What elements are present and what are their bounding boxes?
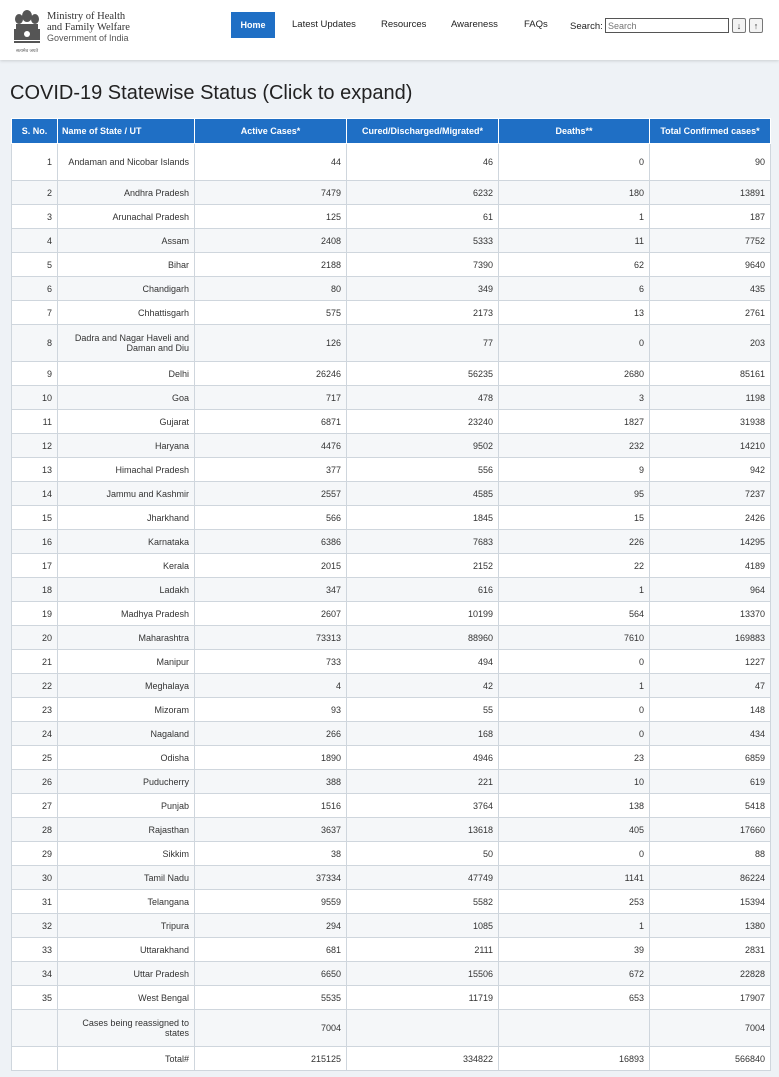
- table-row[interactable]: [12, 722, 771, 746]
- cell-total: 9640: [650, 253, 771, 277]
- table-row[interactable]: [12, 506, 771, 530]
- cell-state-name: Sikkim: [58, 842, 195, 866]
- cell-deaths: 0: [499, 144, 650, 181]
- cell-cured: 50: [347, 842, 499, 866]
- cell-sno: 4: [12, 229, 58, 253]
- cell-total: 86224: [650, 866, 771, 890]
- cell-state-name: West Bengal: [58, 986, 195, 1010]
- cell-state-name: Andhra Pradesh: [58, 181, 195, 205]
- cell-cured: 349: [347, 277, 499, 301]
- cell-cured: 5333: [347, 229, 499, 253]
- sort-down-button[interactable]: ↓: [732, 18, 746, 33]
- cell-cured: [347, 1010, 499, 1047]
- cell-cured: 42: [347, 674, 499, 698]
- table-row[interactable]: [12, 578, 771, 602]
- cell-total: 14295: [650, 530, 771, 554]
- cell-active: 93: [195, 698, 347, 722]
- cell-deaths: 0: [499, 650, 650, 674]
- cell-sno: 24: [12, 722, 58, 746]
- cell-total: 435: [650, 277, 771, 301]
- cell-active: 575: [195, 301, 347, 325]
- table-row[interactable]: [12, 938, 771, 962]
- cell-deaths: 1: [499, 674, 650, 698]
- cell-cured: 478: [347, 386, 499, 410]
- cell-deaths: 3: [499, 386, 650, 410]
- cell-sno: 26: [12, 770, 58, 794]
- cell-state-name: Telangana: [58, 890, 195, 914]
- cell-state-name: Uttarakhand: [58, 938, 195, 962]
- site-header: [0, 0, 779, 60]
- header-cured[interactable]: Cured/Discharged/Migrated*: [347, 119, 499, 144]
- cell-total: 7752: [650, 229, 771, 253]
- cell-deaths: 0: [499, 698, 650, 722]
- cell-total: 148: [650, 698, 771, 722]
- cell-sno: 12: [12, 434, 58, 458]
- cell-active: 388: [195, 770, 347, 794]
- table-row[interactable]: [12, 410, 771, 434]
- cell-state-name: Gujarat: [58, 410, 195, 434]
- cell-total: 17660: [650, 818, 771, 842]
- cell-cured: 13618: [347, 818, 499, 842]
- cell-active: 2607: [195, 602, 347, 626]
- cell-sno: 14: [12, 482, 58, 506]
- cell-sno: 11: [12, 410, 58, 434]
- cell-total: 7237: [650, 482, 771, 506]
- cell-cured: 1085: [347, 914, 499, 938]
- cell-deaths: 180: [499, 181, 650, 205]
- cell-total: 15394: [650, 890, 771, 914]
- cell-total: 31938: [650, 410, 771, 434]
- cell-deaths: 1: [499, 205, 650, 229]
- cell-state-name: Jammu and Kashmir: [58, 482, 195, 506]
- cell-deaths: 39: [499, 938, 650, 962]
- cell-active: 7479: [195, 181, 347, 205]
- cell-active: 44: [195, 144, 347, 181]
- table-header-row: [12, 119, 771, 144]
- cell-state-name: Assam: [58, 229, 195, 253]
- nav-resources[interactable]: Resources: [381, 19, 427, 30]
- nav-faqs[interactable]: FAQs: [524, 19, 548, 30]
- cell-cured: 334822: [347, 1047, 499, 1071]
- nav-latest-updates[interactable]: Latest Updates: [292, 19, 356, 30]
- table-body: [12, 144, 771, 1071]
- table-row[interactable]: [12, 434, 771, 458]
- cell-deaths: 0: [499, 325, 650, 362]
- table-row[interactable]: [12, 530, 771, 554]
- cell-state-name: Punjab: [58, 794, 195, 818]
- emblem-caption: सत्यमेव जयते: [15, 49, 39, 54]
- cell-sno: 22: [12, 674, 58, 698]
- cell-sno: 10: [12, 386, 58, 410]
- cell-deaths: 653: [499, 986, 650, 1010]
- cell-active: 294: [195, 914, 347, 938]
- table-row[interactable]: [12, 602, 771, 626]
- cell-state-name: Tamil Nadu: [58, 866, 195, 890]
- header-sno[interactable]: S. No.: [12, 119, 58, 144]
- cell-active: 266: [195, 722, 347, 746]
- table-row[interactable]: [12, 650, 771, 674]
- table-row[interactable]: [12, 914, 771, 938]
- cell-cured: 3764: [347, 794, 499, 818]
- table-row[interactable]: [12, 362, 771, 386]
- cell-state-name: Kerala: [58, 554, 195, 578]
- cell-deaths: 62: [499, 253, 650, 277]
- cell-deaths: 564: [499, 602, 650, 626]
- cell-state-name: Himachal Pradesh: [58, 458, 195, 482]
- cell-deaths: [499, 1010, 650, 1047]
- cell-active: 37334: [195, 866, 347, 890]
- cell-state-name: Tripura: [58, 914, 195, 938]
- cell-total: 619: [650, 770, 771, 794]
- cell-state-name: Ladakh: [58, 578, 195, 602]
- table-row[interactable]: [12, 890, 771, 914]
- cell-cured: 46: [347, 144, 499, 181]
- table-row[interactable]: [12, 1047, 771, 1071]
- cell-active: 2188: [195, 253, 347, 277]
- cell-active: 2557: [195, 482, 347, 506]
- cell-sno: 19: [12, 602, 58, 626]
- cell-active: 73313: [195, 626, 347, 650]
- cell-sno: [12, 1047, 58, 1071]
- cell-sno: 33: [12, 938, 58, 962]
- cell-cured: 2111: [347, 938, 499, 962]
- cell-cured: 556: [347, 458, 499, 482]
- cell-deaths: 11: [499, 229, 650, 253]
- cell-cured: 494: [347, 650, 499, 674]
- table-row[interactable]: [12, 301, 771, 325]
- cell-cured: 15506: [347, 962, 499, 986]
- cell-cured: 221: [347, 770, 499, 794]
- cell-state-name: Haryana: [58, 434, 195, 458]
- table-row[interactable]: [12, 229, 771, 253]
- table-row[interactable]: [12, 674, 771, 698]
- cell-deaths: 10: [499, 770, 650, 794]
- cell-deaths: 672: [499, 962, 650, 986]
- cell-total: 13370: [650, 602, 771, 626]
- cell-cured: 7390: [347, 253, 499, 277]
- cell-state-name: Maharashtra: [58, 626, 195, 650]
- cell-deaths: 15: [499, 506, 650, 530]
- cell-active: 2408: [195, 229, 347, 253]
- cell-cured: 56235: [347, 362, 499, 386]
- cell-sno: 29: [12, 842, 58, 866]
- cell-cured: 23240: [347, 410, 499, 434]
- table-row[interactable]: [12, 386, 771, 410]
- table-row[interactable]: [12, 253, 771, 277]
- cell-active: 38: [195, 842, 347, 866]
- cell-deaths: 1141: [499, 866, 650, 890]
- cell-active: 2015: [195, 554, 347, 578]
- cell-active: 6386: [195, 530, 347, 554]
- cell-deaths: 22: [499, 554, 650, 578]
- nav-home[interactable]: Home: [231, 12, 275, 38]
- cell-total: 942: [650, 458, 771, 482]
- cell-total: 85161: [650, 362, 771, 386]
- sort-up-button[interactable]: ↑: [749, 18, 763, 33]
- cell-sno: 30: [12, 866, 58, 890]
- cell-sno: 25: [12, 746, 58, 770]
- ministry-logo[interactable]: [10, 4, 135, 56]
- cell-deaths: 6: [499, 277, 650, 301]
- cell-state-name: Goa: [58, 386, 195, 410]
- cell-cured: 77: [347, 325, 499, 362]
- cell-state-name: Karnataka: [58, 530, 195, 554]
- cell-sno: 16: [12, 530, 58, 554]
- table-row[interactable]: [12, 205, 771, 229]
- cell-sno: 5: [12, 253, 58, 277]
- cell-total: 22828: [650, 962, 771, 986]
- cell-state-name: Dadra and Nagar Haveli and Daman and Diu: [58, 325, 195, 362]
- cell-deaths: 2680: [499, 362, 650, 386]
- org-line-1: Ministry of Health: [47, 11, 126, 22]
- cell-state-name: Bihar: [58, 253, 195, 277]
- header-state-name[interactable]: Name of State / UT: [58, 119, 195, 144]
- cell-cured: 88960: [347, 626, 499, 650]
- cell-cured: 47749: [347, 866, 499, 890]
- cell-cured: 55: [347, 698, 499, 722]
- cell-state-name: Mizoram: [58, 698, 195, 722]
- cell-cured: 10199: [347, 602, 499, 626]
- cell-deaths: 9: [499, 458, 650, 482]
- cell-active: 126: [195, 325, 347, 362]
- cell-active: 125: [195, 205, 347, 229]
- cell-state-name: Andaman and Nicobar Islands: [58, 144, 195, 181]
- org-line-2: and Family Welfare: [47, 22, 130, 33]
- cell-total: 2426: [650, 506, 771, 530]
- cell-active: 80: [195, 277, 347, 301]
- cell-sno: 28: [12, 818, 58, 842]
- statewise-table: [11, 118, 771, 1071]
- header-deaths[interactable]: Deaths**: [499, 119, 650, 144]
- table-row[interactable]: [12, 818, 771, 842]
- table-row[interactable]: [12, 626, 771, 650]
- cell-active: 7004: [195, 1010, 347, 1047]
- cell-active: 377: [195, 458, 347, 482]
- cell-state-name: Chhattisgarh: [58, 301, 195, 325]
- cell-active: 5535: [195, 986, 347, 1010]
- cell-deaths: 16893: [499, 1047, 650, 1071]
- cell-cured: 2173: [347, 301, 499, 325]
- cell-sno: 3: [12, 205, 58, 229]
- cell-active: 1890: [195, 746, 347, 770]
- table-row[interactable]: [12, 181, 771, 205]
- cell-state-name: Uttar Pradesh: [58, 962, 195, 986]
- cell-sno: 7: [12, 301, 58, 325]
- org-line-3: Government of India: [47, 33, 129, 43]
- search-input[interactable]: [605, 18, 729, 33]
- cell-sno: 6: [12, 277, 58, 301]
- cell-deaths: 0: [499, 842, 650, 866]
- table-row[interactable]: [12, 458, 771, 482]
- cell-deaths: 1827: [499, 410, 650, 434]
- table-row[interactable]: [12, 325, 771, 362]
- cell-total: 566840: [650, 1047, 771, 1071]
- cell-cured: 4946: [347, 746, 499, 770]
- cell-total: 5418: [650, 794, 771, 818]
- header-total-confirmed[interactable]: Total Confirmed cases*: [650, 119, 771, 144]
- cell-active: 215125: [195, 1047, 347, 1071]
- table-row[interactable]: [12, 482, 771, 506]
- cell-sno: 34: [12, 962, 58, 986]
- cell-state-name: Madhya Pradesh: [58, 602, 195, 626]
- cell-cured: 6232: [347, 181, 499, 205]
- cell-sno: 9: [12, 362, 58, 386]
- table-row[interactable]: [12, 554, 771, 578]
- cell-deaths: 13: [499, 301, 650, 325]
- cell-deaths: 405: [499, 818, 650, 842]
- cell-total: 1198: [650, 386, 771, 410]
- cell-total: 6859: [650, 746, 771, 770]
- cell-sno: 13: [12, 458, 58, 482]
- table-row[interactable]: [12, 277, 771, 301]
- cell-deaths: 0: [499, 722, 650, 746]
- cell-sno: 21: [12, 650, 58, 674]
- cell-active: 4: [195, 674, 347, 698]
- table-row[interactable]: [12, 962, 771, 986]
- cell-deaths: 95: [499, 482, 650, 506]
- header-active-cases[interactable]: Active Cases*: [195, 119, 347, 144]
- cell-cured: 5582: [347, 890, 499, 914]
- cell-total: 203: [650, 325, 771, 362]
- cell-state-name: Total#: [58, 1047, 195, 1071]
- cell-sno: 1: [12, 144, 58, 181]
- cell-total: 2831: [650, 938, 771, 962]
- table-row[interactable]: [12, 986, 771, 1010]
- cell-sno: 18: [12, 578, 58, 602]
- cell-sno: 32: [12, 914, 58, 938]
- cell-cured: 1845: [347, 506, 499, 530]
- cell-active: 6871: [195, 410, 347, 434]
- cell-cured: 7683: [347, 530, 499, 554]
- table-row[interactable]: [12, 770, 771, 794]
- table-row[interactable]: [12, 794, 771, 818]
- cell-state-name: Chandigarh: [58, 277, 195, 301]
- nav-awareness[interactable]: Awareness: [451, 19, 498, 30]
- cell-state-name: Rajasthan: [58, 818, 195, 842]
- cell-total: 187: [650, 205, 771, 229]
- cell-deaths: 232: [499, 434, 650, 458]
- cell-active: 9559: [195, 890, 347, 914]
- cell-cured: 2152: [347, 554, 499, 578]
- cell-total: 88: [650, 842, 771, 866]
- cell-total: 2761: [650, 301, 771, 325]
- cell-deaths: 138: [499, 794, 650, 818]
- cell-state-name: Meghalaya: [58, 674, 195, 698]
- cell-cured: 9502: [347, 434, 499, 458]
- cell-sno: 8: [12, 325, 58, 362]
- cell-active: 681: [195, 938, 347, 962]
- cell-total: 964: [650, 578, 771, 602]
- table-row[interactable]: [12, 746, 771, 770]
- cell-cured: 616: [347, 578, 499, 602]
- cell-sno: 15: [12, 506, 58, 530]
- cell-active: 6650: [195, 962, 347, 986]
- cell-state-name: Cases being reassigned to states: [58, 1010, 195, 1047]
- search-label: Search:: [570, 21, 603, 32]
- cell-active: 717: [195, 386, 347, 410]
- cell-state-name: Jharkhand: [58, 506, 195, 530]
- cell-sno: 35: [12, 986, 58, 1010]
- cell-sno: [12, 1010, 58, 1047]
- cell-total: 47: [650, 674, 771, 698]
- cell-total: 7004: [650, 1010, 771, 1047]
- cell-total: 14210: [650, 434, 771, 458]
- cell-sno: 31: [12, 890, 58, 914]
- national-emblem-icon: [10, 4, 44, 56]
- table-row[interactable]: [12, 866, 771, 890]
- cell-active: 733: [195, 650, 347, 674]
- cell-active: 347: [195, 578, 347, 602]
- cell-sno: 20: [12, 626, 58, 650]
- cell-total: 13891: [650, 181, 771, 205]
- cell-total: 4189: [650, 554, 771, 578]
- cell-total: 90: [650, 144, 771, 181]
- cell-cured: 168: [347, 722, 499, 746]
- cell-sno: 23: [12, 698, 58, 722]
- cell-state-name: Arunachal Pradesh: [58, 205, 195, 229]
- cell-active: 3637: [195, 818, 347, 842]
- table-row[interactable]: [12, 1010, 771, 1047]
- cell-active: 4476: [195, 434, 347, 458]
- cell-deaths: 1: [499, 914, 650, 938]
- cell-total: 1227: [650, 650, 771, 674]
- table-row[interactable]: [12, 144, 771, 181]
- cell-cured: 61: [347, 205, 499, 229]
- cell-sno: 2: [12, 181, 58, 205]
- table-row[interactable]: [12, 842, 771, 866]
- cell-deaths: 7610: [499, 626, 650, 650]
- cell-cured: 4585: [347, 482, 499, 506]
- cell-state-name: Odisha: [58, 746, 195, 770]
- cell-total: 1380: [650, 914, 771, 938]
- page-title[interactable]: COVID-19 Statewise Status (Click to expand): [10, 82, 413, 104]
- cell-deaths: 23: [499, 746, 650, 770]
- cell-state-name: Manipur: [58, 650, 195, 674]
- cell-cured: 11719: [347, 986, 499, 1010]
- cell-state-name: Puducherry: [58, 770, 195, 794]
- cell-deaths: 253: [499, 890, 650, 914]
- cell-active: 566: [195, 506, 347, 530]
- ministry-name: [47, 11, 130, 44]
- cell-total: 434: [650, 722, 771, 746]
- cell-total: 17907: [650, 986, 771, 1010]
- cell-active: 1516: [195, 794, 347, 818]
- cell-deaths: 226: [499, 530, 650, 554]
- cell-sno: 27: [12, 794, 58, 818]
- cell-active: 26246: [195, 362, 347, 386]
- table-row[interactable]: [12, 698, 771, 722]
- cell-deaths: 1: [499, 578, 650, 602]
- cell-state-name: Delhi: [58, 362, 195, 386]
- cell-state-name: Nagaland: [58, 722, 195, 746]
- cell-total: 169883: [650, 626, 771, 650]
- cell-sno: 17: [12, 554, 58, 578]
